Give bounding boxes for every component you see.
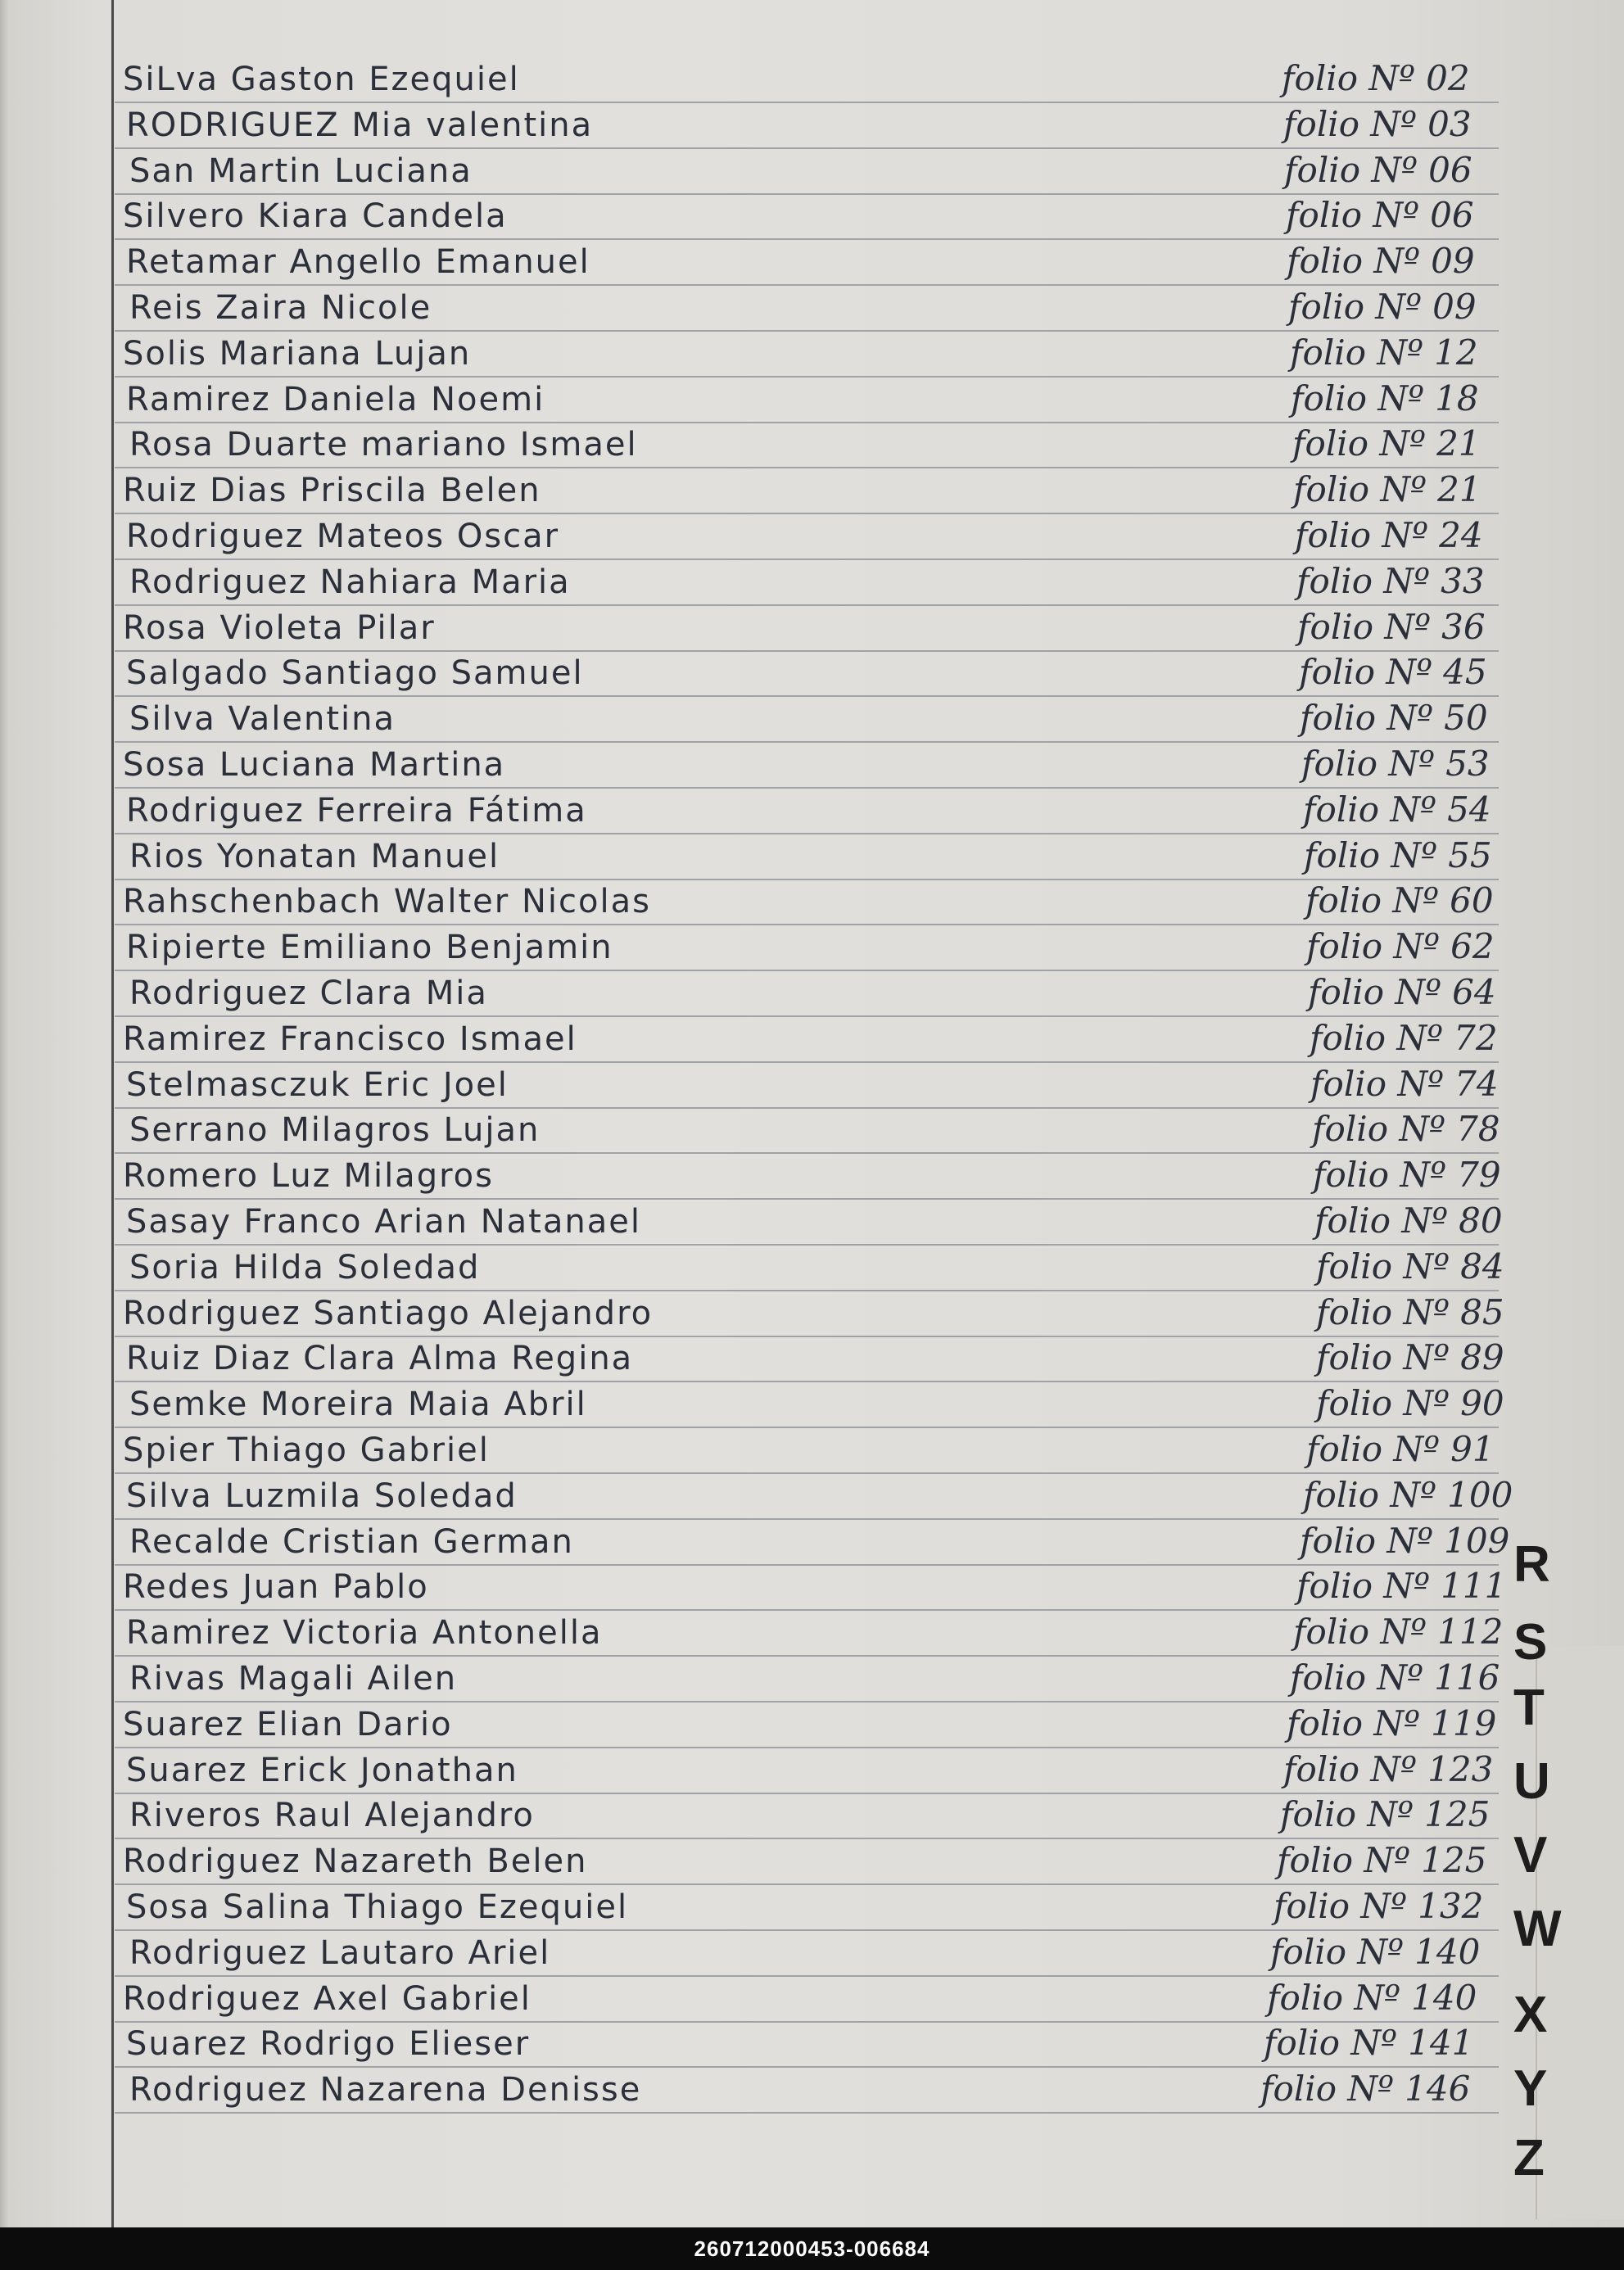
folio-number: folio Nº 03 xyxy=(1283,104,1472,144)
folio-number: folio Nº 64 xyxy=(1308,972,1496,1012)
student-name: Ramirez Victoria Antonella xyxy=(126,1614,603,1652)
folio-number: folio Nº 141 xyxy=(1264,2023,1474,2063)
list-item xyxy=(0,1472,1624,1518)
index-letter: X xyxy=(1513,1987,1548,2043)
student-name: Sosa Salina Thiago Ezequiel xyxy=(126,1888,629,1926)
folio-number: folio Nº 146 xyxy=(1260,2069,1471,2109)
student-name: San Martin Luciana xyxy=(129,152,473,190)
index-letter: S xyxy=(1513,1614,1548,1671)
student-name: Rodriguez Nahiara Maria xyxy=(129,563,571,601)
folio-number: folio Nº 85 xyxy=(1316,1292,1504,1332)
student-name: Redes Juan Pablo xyxy=(123,1568,429,1606)
list-item xyxy=(0,2020,1624,2066)
folio-number: folio Nº 119 xyxy=(1287,1703,1497,1743)
index-letter: U xyxy=(1513,1753,1550,1810)
student-name: Serrano Milagros Lujan xyxy=(129,1111,541,1149)
student-name: Rodriguez Lautaro Ariel xyxy=(129,1934,551,1972)
scan-footer-bar xyxy=(0,2227,1624,2270)
folio-number: folio Nº 112 xyxy=(1293,1612,1504,1652)
student-name: Soria Hilda Soledad xyxy=(129,1249,481,1286)
list-item xyxy=(0,1061,1624,1107)
student-name: SiLva Gaston Ezequiel xyxy=(123,61,520,98)
folio-number: folio Nº 21 xyxy=(1292,423,1481,463)
list-item xyxy=(0,878,1624,924)
list-item xyxy=(0,1792,1624,1838)
folio-number: folio Nº 125 xyxy=(1280,1794,1491,1834)
folio-number: folio Nº 21 xyxy=(1293,469,1482,509)
folio-number: folio Nº 140 xyxy=(1270,1932,1481,1972)
folio-number: folio Nº 50 xyxy=(1300,698,1488,738)
list-item xyxy=(0,833,1624,879)
student-name: Ruiz Diaz Clara Alma Regina xyxy=(126,1340,634,1377)
student-name: Rodriguez Santiago Alejandro xyxy=(123,1295,654,1332)
list-item xyxy=(0,649,1624,695)
list-item xyxy=(0,56,1624,102)
student-name: Sosa Luciana Martina xyxy=(123,746,506,784)
folio-number: folio Nº 90 xyxy=(1316,1383,1504,1423)
folio-number: folio Nº 09 xyxy=(1287,241,1475,281)
folio-number: folio Nº 24 xyxy=(1295,515,1483,555)
student-name: Rosa Duarte mariano Ismael xyxy=(129,426,638,463)
student-name: Sasay Franco Arian Natanael xyxy=(126,1203,641,1241)
list-item xyxy=(0,1701,1624,1747)
list-item xyxy=(0,1929,1624,1975)
list-item xyxy=(0,604,1624,650)
folio-number: folio Nº 100 xyxy=(1303,1475,1513,1515)
student-name: Rahschenbach Walter Nicolas xyxy=(123,883,651,920)
student-name: Suarez Rodrigo Elieser xyxy=(126,2025,531,2063)
folio-number: folio Nº 111 xyxy=(1296,1566,1507,1606)
folio-number: folio Nº 06 xyxy=(1284,150,1472,190)
ruled-line xyxy=(115,2112,1499,2114)
list-item xyxy=(0,1838,1624,1883)
folio-number: folio Nº 06 xyxy=(1286,195,1474,235)
student-name: Ramirez Daniela Noemi xyxy=(126,381,545,418)
student-name: Rodriguez Ferreira Fátima xyxy=(126,792,587,830)
student-name: Suarez Erick Jonathan xyxy=(126,1752,518,1789)
index-letter: T xyxy=(1513,1680,1545,1736)
folio-number: folio Nº 55 xyxy=(1304,835,1492,875)
student-name: Rodriguez Clara Mia xyxy=(129,974,488,1012)
list-item xyxy=(0,1381,1624,1427)
folio-number: folio Nº 53 xyxy=(1301,744,1490,784)
folio-number: folio Nº 80 xyxy=(1314,1201,1503,1241)
folio-number: folio Nº 60 xyxy=(1305,880,1494,920)
student-name: Semke Moreira Maia Abril xyxy=(129,1386,587,1423)
folio-number: folio Nº 109 xyxy=(1300,1521,1510,1561)
list-item xyxy=(0,1518,1624,1564)
student-name: Recalde Cristian German xyxy=(129,1523,574,1561)
index-letter: R xyxy=(1513,1536,1550,1593)
list-item xyxy=(0,467,1624,513)
list-item xyxy=(0,970,1624,1015)
student-name: Reis Zaira Nicole xyxy=(129,289,432,327)
index-letter: V xyxy=(1513,1827,1548,1883)
index-letter: Z xyxy=(1513,2130,1545,2186)
folio-number: folio Nº 140 xyxy=(1267,1978,1477,2018)
folio-number: folio Nº 72 xyxy=(1310,1018,1498,1058)
list-item xyxy=(0,192,1624,238)
student-name: Stelmasczuk Eric Joel xyxy=(126,1066,509,1104)
list-item xyxy=(0,787,1624,833)
list-item xyxy=(0,1563,1624,1609)
student-name: Silva Valentina xyxy=(129,700,396,738)
list-item xyxy=(0,421,1624,467)
list-item xyxy=(0,2060,1624,2117)
folio-number: folio Nº 74 xyxy=(1310,1064,1499,1104)
index-letter: Y xyxy=(1513,2060,1548,2117)
index-letter: W xyxy=(1513,1901,1562,1957)
list-item xyxy=(0,1883,1624,1929)
student-name: Spier Thiago Gabriel xyxy=(123,1431,490,1469)
list-item xyxy=(0,1747,1624,1793)
folio-number: folio Nº 33 xyxy=(1296,561,1485,601)
folio-number: folio Nº 91 xyxy=(1306,1429,1495,1469)
list-item xyxy=(0,238,1624,284)
student-name: Salgado Santiago Samuel xyxy=(126,654,584,692)
list-item xyxy=(0,695,1624,741)
student-name: Riveros Raul Alejandro xyxy=(129,1797,535,1834)
student-name: Suarez Elian Dario xyxy=(123,1706,453,1743)
folio-number: folio Nº 12 xyxy=(1290,332,1478,373)
list-item xyxy=(0,1975,1624,2021)
list-item xyxy=(0,1609,1624,1655)
student-name: Silvero Kiara Candela xyxy=(123,197,508,235)
list-item xyxy=(0,376,1624,422)
list-item xyxy=(0,284,1624,330)
folio-number: folio Nº 18 xyxy=(1291,378,1479,418)
folio-number: folio Nº 54 xyxy=(1303,789,1491,830)
folio-number: folio Nº 45 xyxy=(1299,652,1487,692)
folio-number: folio Nº 116 xyxy=(1290,1657,1500,1698)
list-item xyxy=(0,1106,1624,1152)
list-item xyxy=(0,1655,1624,1701)
student-name: Rodriguez Axel Gabriel xyxy=(123,1980,532,2018)
list-item xyxy=(0,558,1624,604)
folio-number: folio Nº 123 xyxy=(1283,1749,1494,1789)
student-name: Rodriguez Mateos Oscar xyxy=(126,518,560,555)
list-item xyxy=(0,1244,1624,1290)
folio-number: folio Nº 09 xyxy=(1288,287,1477,327)
list-item xyxy=(0,741,1624,787)
list-item xyxy=(0,1290,1624,1336)
folio-number: folio Nº 79 xyxy=(1313,1155,1501,1195)
list-item xyxy=(0,513,1624,558)
list-item xyxy=(0,924,1624,970)
folio-number: folio Nº 36 xyxy=(1297,607,1486,647)
list-item xyxy=(0,1152,1624,1198)
list-item xyxy=(0,1015,1624,1061)
student-name: Ruiz Dias Priscila Belen xyxy=(123,472,541,509)
student-name: Silva Luzmila Soledad xyxy=(126,1477,518,1515)
list-item xyxy=(0,147,1624,193)
student-name: Rios Yonatan Manuel xyxy=(129,838,500,875)
student-name: Romero Luz Milagros xyxy=(123,1157,494,1195)
list-item xyxy=(0,1198,1624,1244)
list-item xyxy=(0,1427,1624,1472)
student-name: Ramirez Francisco Ismael xyxy=(123,1020,577,1058)
student-name: Rodriguez Nazarena Denisse xyxy=(129,2071,642,2109)
list-item xyxy=(0,1335,1624,1381)
folio-number: folio Nº 89 xyxy=(1316,1337,1504,1377)
student-name: Rivas Magali Ailen xyxy=(129,1660,458,1698)
student-name: Rosa Violeta Pilar xyxy=(123,609,436,647)
document-id: 260712000453-006684 xyxy=(694,2236,930,2261)
student-name: Ripierte Emiliano Benjamin xyxy=(126,929,613,966)
folio-number: folio Nº 02 xyxy=(1282,58,1470,98)
folio-number: folio Nº 84 xyxy=(1316,1246,1504,1286)
list-item xyxy=(0,102,1624,147)
folio-number: folio Nº 78 xyxy=(1312,1109,1500,1149)
folio-number: folio Nº 125 xyxy=(1277,1840,1487,1880)
folio-number: folio Nº 132 xyxy=(1273,1886,1484,1926)
student-name: Rodriguez Nazareth Belen xyxy=(123,1843,588,1880)
student-name: Retamar Angello Emanuel xyxy=(126,243,590,281)
folio-number: folio Nº 62 xyxy=(1306,926,1495,966)
student-name: RODRIGUEZ Mia valentina xyxy=(126,106,594,144)
list-item xyxy=(0,330,1624,376)
student-name: Solis Mariana Lujan xyxy=(123,335,472,373)
